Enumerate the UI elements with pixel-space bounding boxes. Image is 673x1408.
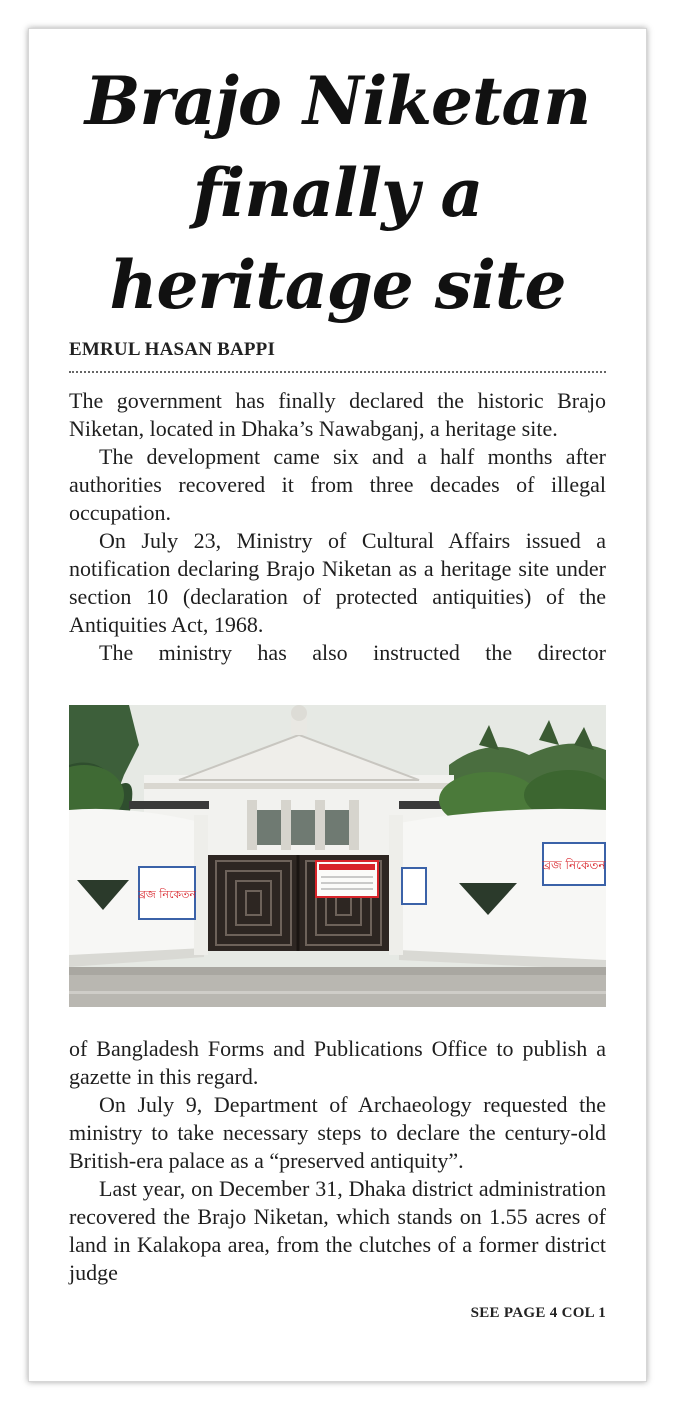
headline-line-3: heritage site: [109, 246, 566, 324]
wall-sign-left: ব্রজ নিকেতন: [138, 888, 196, 901]
dotted-divider: [69, 371, 606, 373]
headline-line-2: finally a: [192, 154, 483, 232]
paragraph: On July 9, Department of Archaeology requested the ministry to take necessary steps to declare the century-old British-era palace as a “preserved antiquity”.: [69, 1092, 606, 1173]
headline: [69, 55, 606, 331]
photo-brajo-niketan-gate: [69, 705, 606, 1007]
continuation-note: SEE PAGE 4 COL 1: [470, 1305, 606, 1321]
body-before-photo: [69, 387, 606, 667]
article: [69, 29, 606, 1322]
byline: EMRUL HASAN BAPPI: [69, 339, 276, 360]
headline-line-1: Brajo Niketan: [84, 62, 591, 140]
paragraph: On July 23, Ministry of Cultural Affairs issued a notification declaring Brajo Niketan as a heritage site under section 10 (declaration of protected antiquities) of the Antiquities Act, 1968.: [69, 528, 606, 637]
paragraph: The ministry has also instructed the director: [99, 640, 606, 665]
body-after-photo: [69, 1035, 606, 1287]
paragraph: The government has finally declared the historic Brajo Niketan, located in Dhaka’s Nawabganj, a heritage site.: [69, 388, 606, 441]
paragraph: of Bangladesh Forms and Publications Office to publish a gazette in this regard.: [69, 1036, 606, 1089]
news-clipping: [28, 28, 647, 1382]
wall-sign-right: ব্রজ নিকেতন: [542, 858, 606, 872]
paragraph: The development came six and a half months after authorities recovered it from three decades of illegal occupation.: [69, 444, 606, 525]
paragraph: Last year, on December 31, Dhaka district administration recovered the Brajo Niketan, which stands on 1.55 acres of land in Kalakopa area, from the clutches of a former district judge: [69, 1176, 606, 1285]
